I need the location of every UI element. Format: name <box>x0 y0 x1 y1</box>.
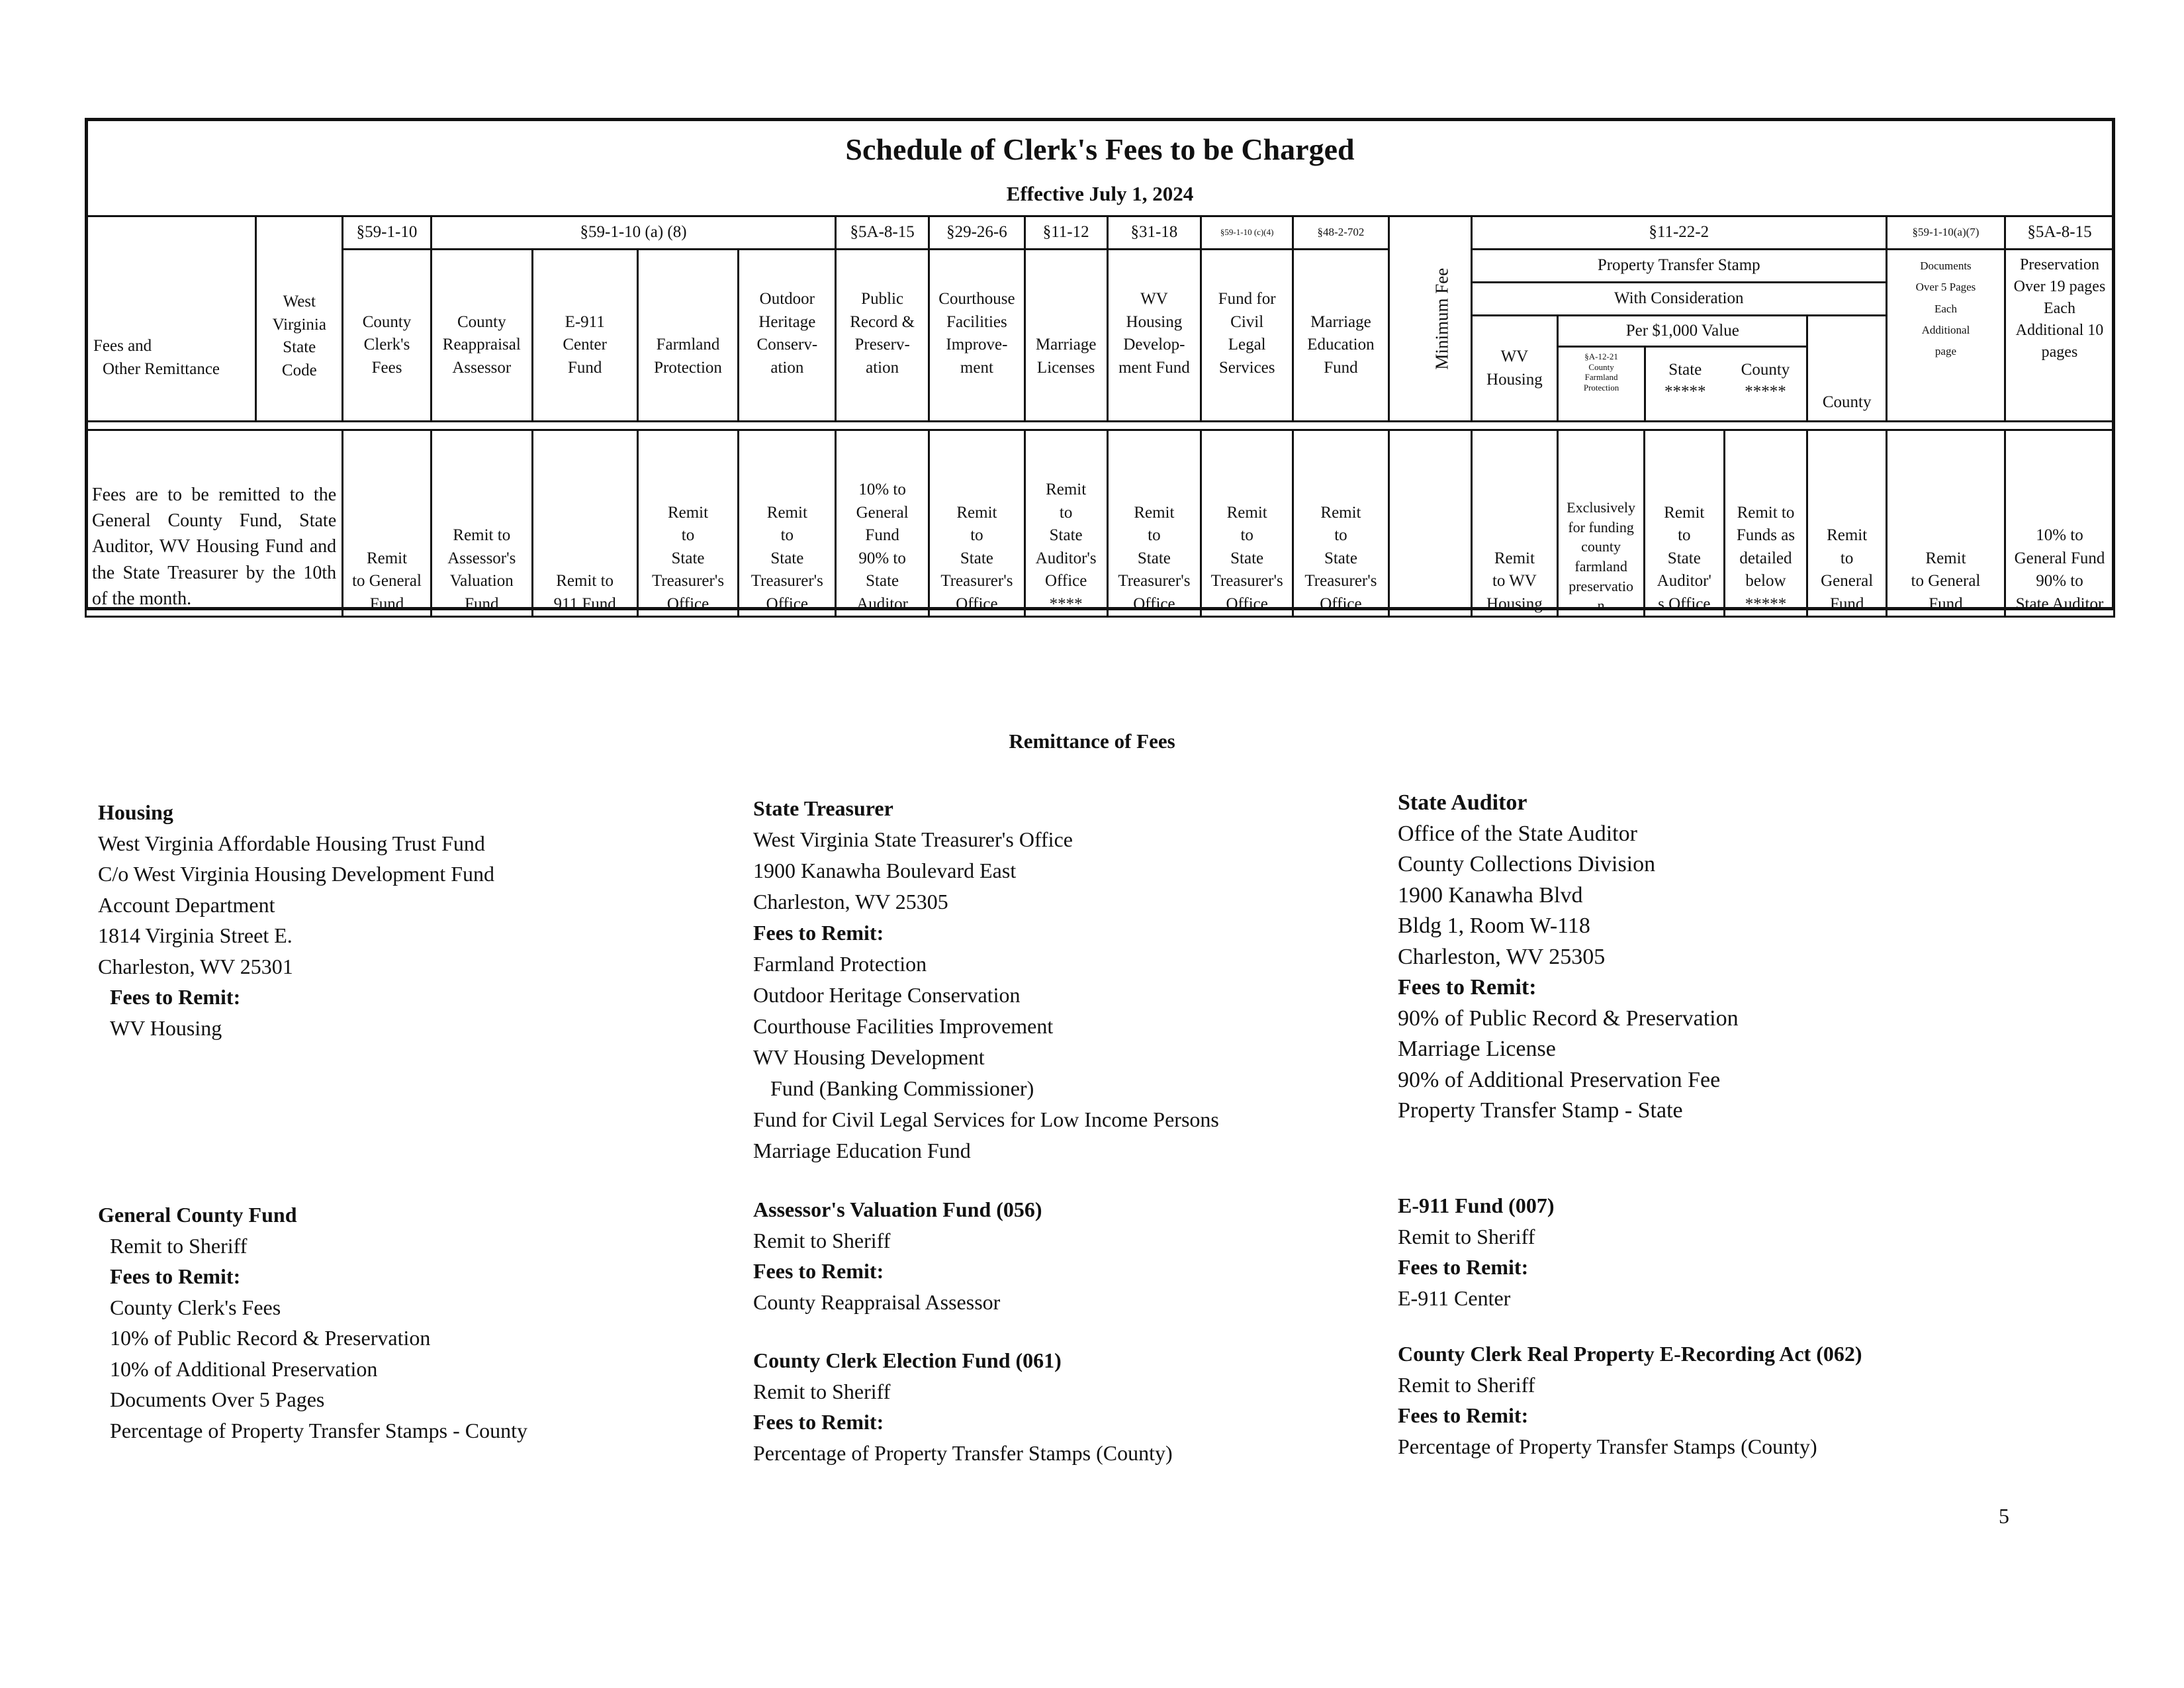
section-housing: Housing West Virginia Affordable Housing Trust Fund C/o West Virginia Housing Development Fund Account Department 1814 Virginia Street E. Charleston, WV 25301 Fees to Remit: WV Housing <box>98 797 494 1043</box>
remit-preservation: 10% to General Fund 90% to State Auditor <box>2005 430 2114 617</box>
section-title: State Auditor <box>1398 790 1527 815</box>
code-5a-8-15: §5A-8-15 <box>836 216 929 250</box>
header-farmland-county: §A-12-21 County Farmland Protection <box>1559 348 1646 420</box>
header-preservation: Preservation Over 19 pages Each Additional 10 pages <box>2005 250 2114 422</box>
header-stamp-county: County ***** <box>1741 361 1790 400</box>
header-courthouse: Courthouse Facilities Improve- ment <box>929 250 1025 422</box>
remit-911: Remit to 911 Fund <box>532 430 637 617</box>
remit-minimum-fee <box>1388 430 1471 617</box>
remit-clerk-fees: Remit to General Fund <box>343 430 432 617</box>
section-e911-fund: E-911 Fund (007) Remit to Sheriff Fees to Remit: E-911 Center <box>1398 1190 1554 1313</box>
section-title: E-911 Fund (007) <box>1398 1194 1555 1217</box>
code-59-1-10-a-7: §59-1-10(a)(7) <box>1886 216 2005 250</box>
section-title: Housing <box>98 800 173 824</box>
header-fees-remittance: Fees and Other Remittance <box>86 216 256 422</box>
header-with-consideration: With Consideration <box>1471 283 1886 316</box>
code-5a-8-15-b: §5A-8-15 <box>2005 216 2114 250</box>
header-per-1000-value: Per $1,000 Value §A-12-21 County Farmland Protection State ***** County ***** <box>1558 316 1807 422</box>
section-election-fund: County Clerk Election Fund (061) Remit to Sheriff Fees to Remit: Percentage of Property Transfer Stamps (County) <box>753 1345 1173 1468</box>
code-59-1-10-c-4: §59-1-10 (c)(4) <box>1201 216 1293 250</box>
section-title: Assessor's Valuation Fund (056) <box>753 1197 1042 1221</box>
code-31-18: §31-18 <box>1107 216 1201 250</box>
remit-civil-legal: Remit to State Treasurer's Office <box>1201 430 1293 617</box>
header-wv-housing: WV Housing <box>1471 316 1558 422</box>
section-general-county-fund: General County Fund Remit to Sheriff Fees to Remit: County Clerk's Fees 10% of Public Record & Preservation 10% of Additional Preservation Documents Over 5 Pages Percentage of Property Transfer Stamps - County <box>98 1199 527 1446</box>
section-e-recording: County Clerk Real Property E-Recording Act (062) Remit to Sheriff Fees to Remit: Percentage of Property Transfer Stamps (County) <box>1398 1338 1862 1462</box>
page-number: 5 <box>1999 1504 2009 1528</box>
header-e911: E-911 Center Fund <box>532 250 637 422</box>
section-title: State Treasurer <box>753 796 893 820</box>
remit-farmland-preservation: Exclusively for funding county farmland preservatio n <box>1558 430 1645 617</box>
header-stamp-county-2: County <box>1807 316 1887 422</box>
remit-marriage-education: Remit to State Treasurer's Office <box>1293 430 1389 617</box>
remit-intro: Fees are to be remitted to the General County Fund, State Auditor, WV Housing Fund and the State Treasurer by the 10th of the month. <box>86 430 343 617</box>
remit-stamp-county: Remit to Funds as detailed below ***** <box>1724 430 1807 617</box>
header-county-clerks-fees: County Clerk's Fees <box>343 250 432 422</box>
section-title: County Clerk Real Property E-Recording Act (062) <box>1398 1342 1862 1366</box>
remit-wv-housing: Remit to WV Housing <box>1471 430 1558 617</box>
code-11-22-2: §11-22-2 <box>1471 216 1886 250</box>
remittance-title: Remittance of Fees <box>1009 729 1175 753</box>
fees-table <box>85 215 2115 618</box>
code-29-26-6: §29-26-6 <box>929 216 1025 250</box>
remit-courthouse: Remit to State Treasurer's Office <box>929 430 1025 617</box>
header-minimum-fee: Minimum Fee <box>1388 216 1471 422</box>
remit-outdoor: Remit to State Treasurer's Office <box>739 430 836 617</box>
header-marriage-licenses: Marriage Licenses <box>1024 250 1107 422</box>
effective-date: Effective July 1, 2024 <box>1006 182 1194 205</box>
remit-farmland: Remit to State Treasurer's Office <box>637 430 739 617</box>
code-48-2-702: §48-2-702 <box>1293 216 1389 250</box>
section-title: County Clerk Election Fund (061) <box>753 1348 1062 1372</box>
header-stamp-state: State ***** <box>1664 361 1706 400</box>
section-state-auditor: State Auditor Office of the State Auditor County Collections Division 1900 Kanawha Blvd Bldg 1, Room W-118 Charleston, WV 25305 Fees to Remit: 90% of Public Record & Preservation Marriage License 90% of Additional Preservation Fee Property Transfer Stamp - State <box>1398 788 1739 1127</box>
header-farmland: Farmland Protection <box>637 250 739 422</box>
code-59-1-10-a-8: §59-1-10 (a) (8) <box>431 216 835 250</box>
remit-marriage-licenses: Remit to State Auditor's Office **** <box>1024 430 1107 617</box>
remit-wv-housing-dev: Remit to State Treasurer's Office <box>1107 430 1201 617</box>
header-wv-housing-dev: WV Housing Develop- ment Fund <box>1107 250 1201 422</box>
code-59-1-10: §59-1-10 <box>343 216 432 250</box>
section-assessor-valuation: Assessor's Valuation Fund (056) Remit to Sheriff Fees to Remit: County Reappraisal Assessor <box>753 1194 1042 1317</box>
section-title: General County Fund <box>98 1203 297 1227</box>
schedule-title: Schedule of Clerk's Fees to be Charged <box>845 132 1355 166</box>
header-marriage-education: Marriage Education Fund <box>1293 250 1389 422</box>
remit-stamp-county-general: Remit to General Fund <box>1807 430 1887 617</box>
section-state-treasurer: State Treasurer West Virginia State Treasurer's Office 1900 Kanawha Boulevard East Charleston, WV 25305 Fees to Remit: Farmland Protection Outdoor Heritage Conservation Courthouse Facilities Improvement WV Housing Development Fund (Banking Commissioner) Fund for Civil Legal Services for Low Income Persons Marriage Education Fund <box>753 793 1219 1166</box>
remit-public-record: 10% to General Fund 90% to State Auditor <box>836 430 929 617</box>
remit-assessor: Remit to Assessor's Valuation Fund <box>431 430 532 617</box>
remit-stamp-state: Remit to State Auditor' s Office <box>1644 430 1724 617</box>
header-civil-legal: Fund for Civil Legal Services <box>1201 250 1293 422</box>
code-11-12: §11-12 <box>1024 216 1107 250</box>
remit-documents: Remit to General Fund <box>1886 430 2005 617</box>
header-reappraisal-assessor: County Reappraisal Assessor <box>431 250 532 422</box>
header-public-record: Public Record & Preserv- ation <box>836 250 929 422</box>
header-outdoor-heritage: Outdoor Heritage Conserv- ation <box>739 250 836 422</box>
header-property-transfer-stamp: Property Transfer Stamp <box>1471 250 1886 283</box>
header-state-code: West Virginia State Code <box>256 216 343 422</box>
header-documents: Documents Over 5 Pages Each Additional page <box>1886 250 2005 422</box>
fee-schedule-table <box>85 118 2115 614</box>
